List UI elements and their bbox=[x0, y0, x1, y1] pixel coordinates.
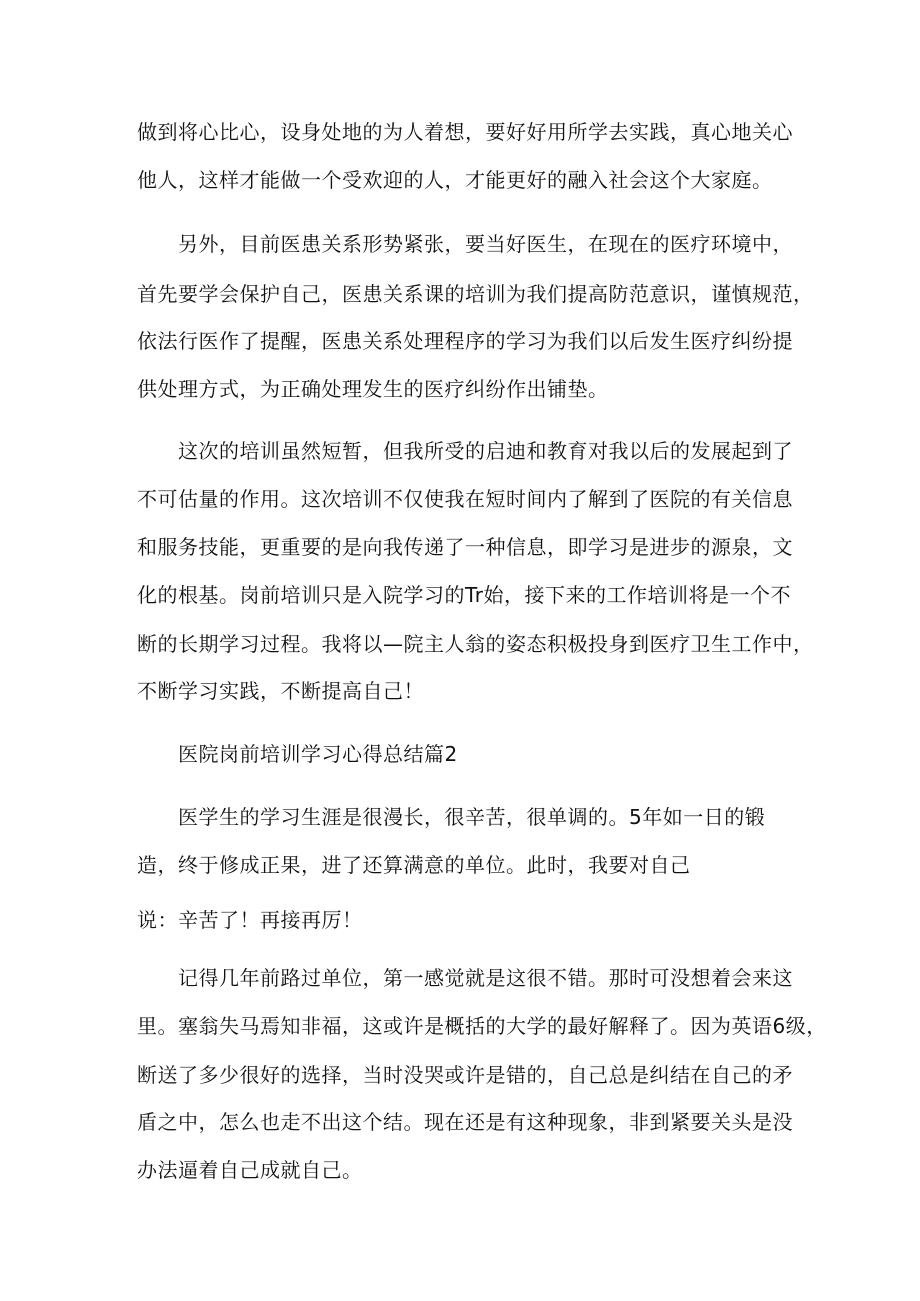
text-line: 这次的培训虽然短暂，但我所受的启迪和教育对我以后的发展起到了 bbox=[178, 439, 793, 463]
text-line: 造，终于修成正果，进了还算满意的单位。此时，我要对自己 bbox=[137, 853, 691, 877]
text-line: 他人，这样才能做一个受欢迎的人，才能更好的融入社会这个大家庭。 bbox=[137, 168, 773, 192]
text-line: 依法行医作了提醒，医患关系处理程序的学习为我们以后发生医疗纠纷提 bbox=[137, 329, 793, 353]
text-line: 不断学习实践，不断提高自己！ bbox=[137, 679, 424, 703]
text-line: 化的根基。岗前培训只是入院学习的Tr始，接下来的工作培训将是一个不 bbox=[137, 583, 791, 607]
text-line: 盾之中，怎么也走不出这个结。现在还是有这种现象，非到紧要关头是没 bbox=[137, 1110, 793, 1134]
text-line: 断的长期学习过程。我将以—院主人翁的姿态积极投身到医疗卫生工作中， bbox=[137, 632, 814, 656]
section-heading: 医院岗前培训学习心得总结篇2 bbox=[178, 742, 458, 766]
text-line: 另外，目前医患关系形势紧张，要当好医生，在现在的医疗环境中， bbox=[178, 232, 793, 256]
text-line: 里。塞翁失马焉知非福，这或许是概括的大学的最好解释了。因为英语6级， bbox=[137, 1014, 827, 1038]
text-line: 办法逼着自己成就自己。 bbox=[137, 1158, 363, 1182]
text-line: 医学生的学习生涯是很漫长，很辛苦，很单调的。5年如一日的锻 bbox=[178, 805, 766, 829]
text-line: 供处理方式，为正确处理发生的医疗纠纷作出铺垫。 bbox=[137, 377, 609, 401]
text-line: 首先要学会保护自己，医患关系课的培训为我们提高防范意识，谨慎规范， bbox=[137, 282, 814, 306]
text-line: 不可估量的作用。这次培训不仅使我在短时间内了解到了医院的有关信息 bbox=[137, 487, 793, 511]
text-line: 和服务技能，更重要的是向我传递了一种信息，即学习是进步的源泉，文 bbox=[137, 535, 793, 559]
text-line: 做到将心比心，设身处地的为人着想，要好好用所学去实践，真心地关心 bbox=[137, 120, 793, 144]
text-line: 断送了多少很好的选择，当时没哭或许是错的，自己总是纠结在自己的矛 bbox=[137, 1063, 793, 1087]
text-line: 说：辛苦了！再接再厉！ bbox=[137, 908, 363, 932]
text-line: 记得几年前路过单位，第一感觉就是这很不错。那时可没想着会来这 bbox=[178, 966, 793, 990]
